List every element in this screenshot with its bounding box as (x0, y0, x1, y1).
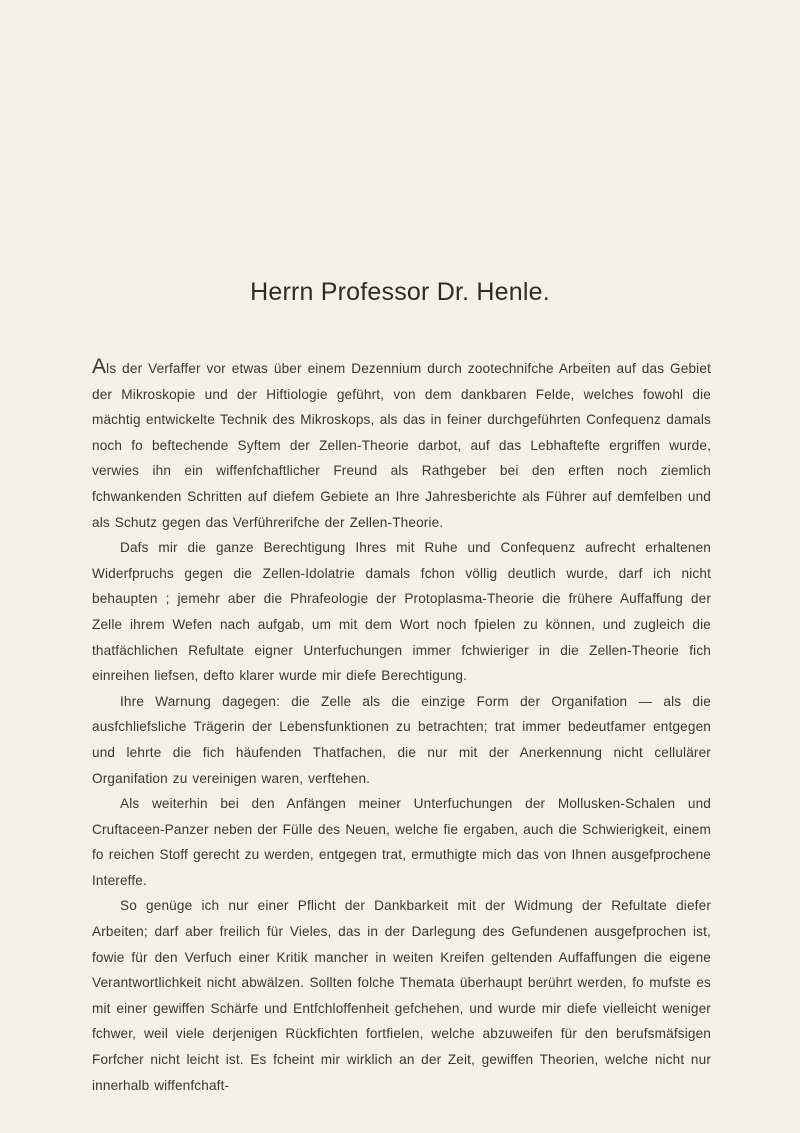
paragraph-5: So genüge ich nur einer Pflicht der Dankbarkeit mit der Widmung der Refultate diefer Arbeiten; darf aber freilich für Vieles, das in der Darlegung des Gefundenen ausgefprochen ist, fowie für den Verfuch einer Kritik mancher in weiten Kreifen geltenden Auffaffungen die eigene Verantwortlichkeit nicht abwälzen. Sollten folche Themata überhaupt berührt werden, fo mufste es mit einer gewiffen Schärfe und Entfchloffenheit gefchehen, und wurde mir diefe vielleicht weniger fchwer, weil viele derjenigen Rückfichten fortfielen, welche abzuweifen für den berufsmäfsigen Forfcher nicht leicht ist. Es fcheint mir wirklich an der Zeit, gewiffen Theorien, welche nicht nur innerhalb wiffenfchaft- (92, 898, 711, 1093)
paragraph-4: Als weiterhin bei den Anfängen meiner Unterfuchungen der Mollusken-Schalen und Cruftaceen-Panzer neben der Fülle des Neuen, welche fie ergaben, auch die Schwierigkeit, einem fo reichen Stoff gerecht zu werden, entgegen trat, ermuthigte mich das von Ihnen ausgefprochene Intereffe. (92, 796, 711, 888)
drop-cap-initial: A (92, 355, 107, 378)
paragraph-1-text: ls der Verfaffer vor etwas über einem Dezennium durch zootechnifche Arbeiten auf das Gebiet der Mikroskopie und der Hiftiologie geführt, von dem dankbaren Felde, welches fowohl die mächtig entwickelte Technik des Mikroskops, als das in feiner durchgeführten Confequenz damals noch fo beftechende Syftem der Zellen-Theorie darbot, auf das Lebhaftefte ergriffen wurde, verwies ihn ein wiffenfchaftlicher Freund als Rathgeber bei den erften noch ziemlich fchwankenden Schritten auf diefem Gebiete an Ihre Jahresberichte als Führer auf demfelben und als Schutz gegen das Verführerifche der Zellen-Theorie. (92, 361, 711, 530)
dedication-title: Herrn Professor Dr. Henle. (250, 278, 550, 306)
paragraph-2: Dafs mir die ganze Berechtigung Ihres mit Ruhe und Confequenz aufrecht erhaltenen Widerfpruchs gegen die Zellen-Idolatrie damals fchon völlig deutlich wurde, darf ich nicht behaupten ; jemehr aber die Phrafeologie der Protoplasma-Theorie die frühere Auffaffung der Zelle ihrem Wefen nach aufgab, um mit dem Wort noch fpielen zu können, und zugleich die thatfächlichen Refultate eigner Unterfuchungen immer fchwieriger in die Zellen-Theorie fich einreihen liefsen, defto klarer wurde mir diefe Berechtigung. (92, 540, 711, 684)
paragraph-3: Ihre Warnung dagegen: die Zelle als die einzige Form der Organifation — als die ausfchliefsliche Trägerin der Lebensfunktionen zu betrachten; trat immer bedeutfamer entgegen und lehrte die fich häufenden Thatfachen, die nur mit der Anerkennung nicht cellulärer Organifation zu vereinigen waren, verftehen. (92, 693, 711, 786)
paragraph-1 (92, 356, 711, 535)
dedication-body (92, 356, 711, 1098)
